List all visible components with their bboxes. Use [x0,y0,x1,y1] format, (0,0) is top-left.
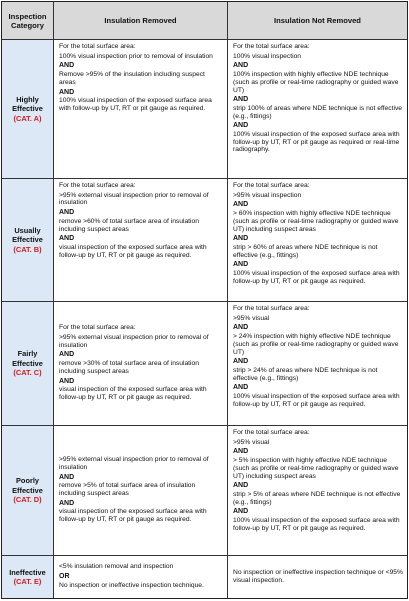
criteria-text: 100% visual inspection [233,52,302,60]
criteria-text: remove >60% of total surface area of insulation including suspect areas [59,217,199,233]
insulation-not-removed-cell [227,556,407,598]
criteria-text: > 5% inspection with highly effective NDE technique (such as profile or real-time radiography or guided wave UT) including suspect areas [233,457,399,480]
criteria-text: 100% visual inspection of the exposed surface area with follow-up by UT, RT or pit gauge as required. [233,270,400,285]
category-label-cell [2,302,53,425]
criteria-text: For the total surface area: [59,182,136,189]
and-connector: AND [233,448,249,456]
category-label-cell [2,40,53,178]
header-row [2,2,407,39]
criteria-text: >95% visual [233,314,270,322]
criteria-text: strip > 60% of areas where NDE technique is not effective (e.g., fittings) [233,243,378,259]
and-connector: AND [233,324,249,332]
insulation-not-removed-cell [227,179,407,301]
and-connector: AND [59,473,75,481]
category-name: Usually [14,225,41,235]
category-label-cell [2,556,53,598]
insulation-not-removed-cell [227,40,407,178]
insulation-not-removed-cell [227,426,407,555]
and-connector: AND [59,62,75,70]
category-row-d [2,425,407,555]
category-name: Ineffective [9,567,46,577]
header-insulation-removed: Insulation Removed [53,2,227,39]
and-connector: AND [233,261,249,269]
criteria-text: 100% visual inspection prior to removal of insulation [59,52,213,60]
and-connector: AND [233,201,249,209]
category-name: Effective [12,358,43,368]
category-row-b [2,178,407,301]
and-connector: AND [59,88,75,96]
criteria-text: For the total surface area: [59,43,136,50]
criteria-text: remove >5% of total surface area of insulation including suspect areas [59,482,196,497]
and-connector: AND [233,384,249,392]
and-connector: AND [59,351,75,359]
criteria-text: > 24% inspection with highly effective NDE technique (such as profile or real-time radiography or guided wave UT) [233,333,399,356]
criteria-text: <5% insulation removal and inspection [59,563,174,571]
criteria-text: >95% external visual inspection prior to removal of insulation [59,191,209,207]
insulation-removed-cell [53,179,227,301]
criteria-text: >95% visual inspection [233,191,302,199]
criteria-text: 100% visual inspection of the exposed surface area with follow-up by UT, RT or pit gauge as required. [59,97,212,112]
criteria-text: 100% inspection with highly effective NDE technique (such as profile or real-time radiography or guided wave UT) [233,71,399,94]
insulation-removed-cell [53,556,227,598]
or-connector: OR [59,573,70,581]
category-name: Effective [12,104,43,114]
category-code: (CAT. A) [13,113,42,123]
category-code: (CAT. C) [13,368,42,378]
and-connector: AND [59,499,75,507]
criteria-text: > 60% inspection with highly effective NDE technique (such as profile or real-time radiography or guided wave UT) including suspect areas [233,210,399,233]
and-connector: AND [233,482,249,490]
header-inspection-category: Inspection Category [2,2,53,39]
criteria-text: 100% visual inspection of the exposed surface area with follow-up by UT, RT or pit gauge as required. [233,393,400,408]
criteria-text: Remove >95% of the insulation including suspect areas [59,71,205,86]
category-code: (CAT. B) [13,244,42,254]
category-row-e [2,555,407,598]
criteria-text: For the total surface area: [233,43,310,50]
category-code: (CAT. E) [13,577,42,586]
criteria-text: For the total surface area: [233,182,310,189]
and-connector: AND [233,508,249,516]
insulation-removed-cell [53,426,227,555]
and-connector: AND [233,122,249,130]
criteria-text: remove >30% of total surface area of insulation including suspect areas [59,360,199,375]
category-name: Fairly [17,349,38,359]
category-name: Effective [12,485,43,495]
criteria-text: visual inspection of the exposed surface area with follow-up by UT, RT or pit gauge as required. [59,386,207,401]
and-connector: AND [233,62,249,70]
criteria-text: visual inspection of the exposed surface area with follow-up by UT, RT or pit gauge as required. [59,243,207,259]
criteria-text: strip > 24% of areas where NDE technique is not effective (e.g., fittings) [233,366,378,382]
criteria-text: For the total surface area: [233,429,310,436]
inspection-effectiveness-table [1,1,408,599]
category-code: (CAT. D) [13,495,42,505]
insulation-not-removed-cell [227,302,407,425]
category-label-cell [2,179,53,301]
criteria-text: >95% external visual inspection prior to removal of insulation [59,334,209,349]
criteria-text: >95% visual [233,438,270,446]
category-name: Effective [12,235,43,245]
category-name: Highly [16,94,39,104]
and-connector: AND [59,235,75,243]
criteria-text: >95% external visual inspection prior to removal of insulation [59,456,209,471]
criteria-text: For the total surface area: [59,324,136,332]
and-connector: AND [233,96,249,104]
category-row-a [2,39,407,178]
category-row-c [2,301,407,425]
criteria-text: For the total surface area: [233,305,310,312]
and-connector: AND [233,358,249,366]
criteria-text: No inspection or ineffective inspection technique or <95% visual inspection. [233,568,403,584]
and-connector: AND [233,235,249,243]
and-connector: AND [59,377,75,385]
criteria-text: visual inspection of the exposed surface area with follow-up by UT, RT or pit gauge as required. [59,508,207,524]
criteria-text: strip > 5% of areas where NDE technique is not effective (e.g., fittings) [233,490,401,506]
criteria-text: No inspection or ineffective inspection technique. [59,581,204,589]
criteria-text: strip 100% of areas where NDE technique is not effective (e.g., fittings) [233,104,403,120]
insulation-removed-cell [53,40,227,178]
criteria-text: 100% visual inspection of the exposed surface area with follow-up by UT, RT or pit gauge as required. [233,517,400,532]
category-name: Poorly [16,476,39,486]
criteria-text: 100% visual inspection of the exposed surface area with follow-up by UT, RT or pit gauge as required or real-time radiography. [233,131,400,154]
and-connector: AND [59,209,75,217]
insulation-removed-cell [53,302,227,425]
category-label-cell [2,426,53,555]
header-insulation-not-removed: Insulation Not Removed [227,2,407,39]
